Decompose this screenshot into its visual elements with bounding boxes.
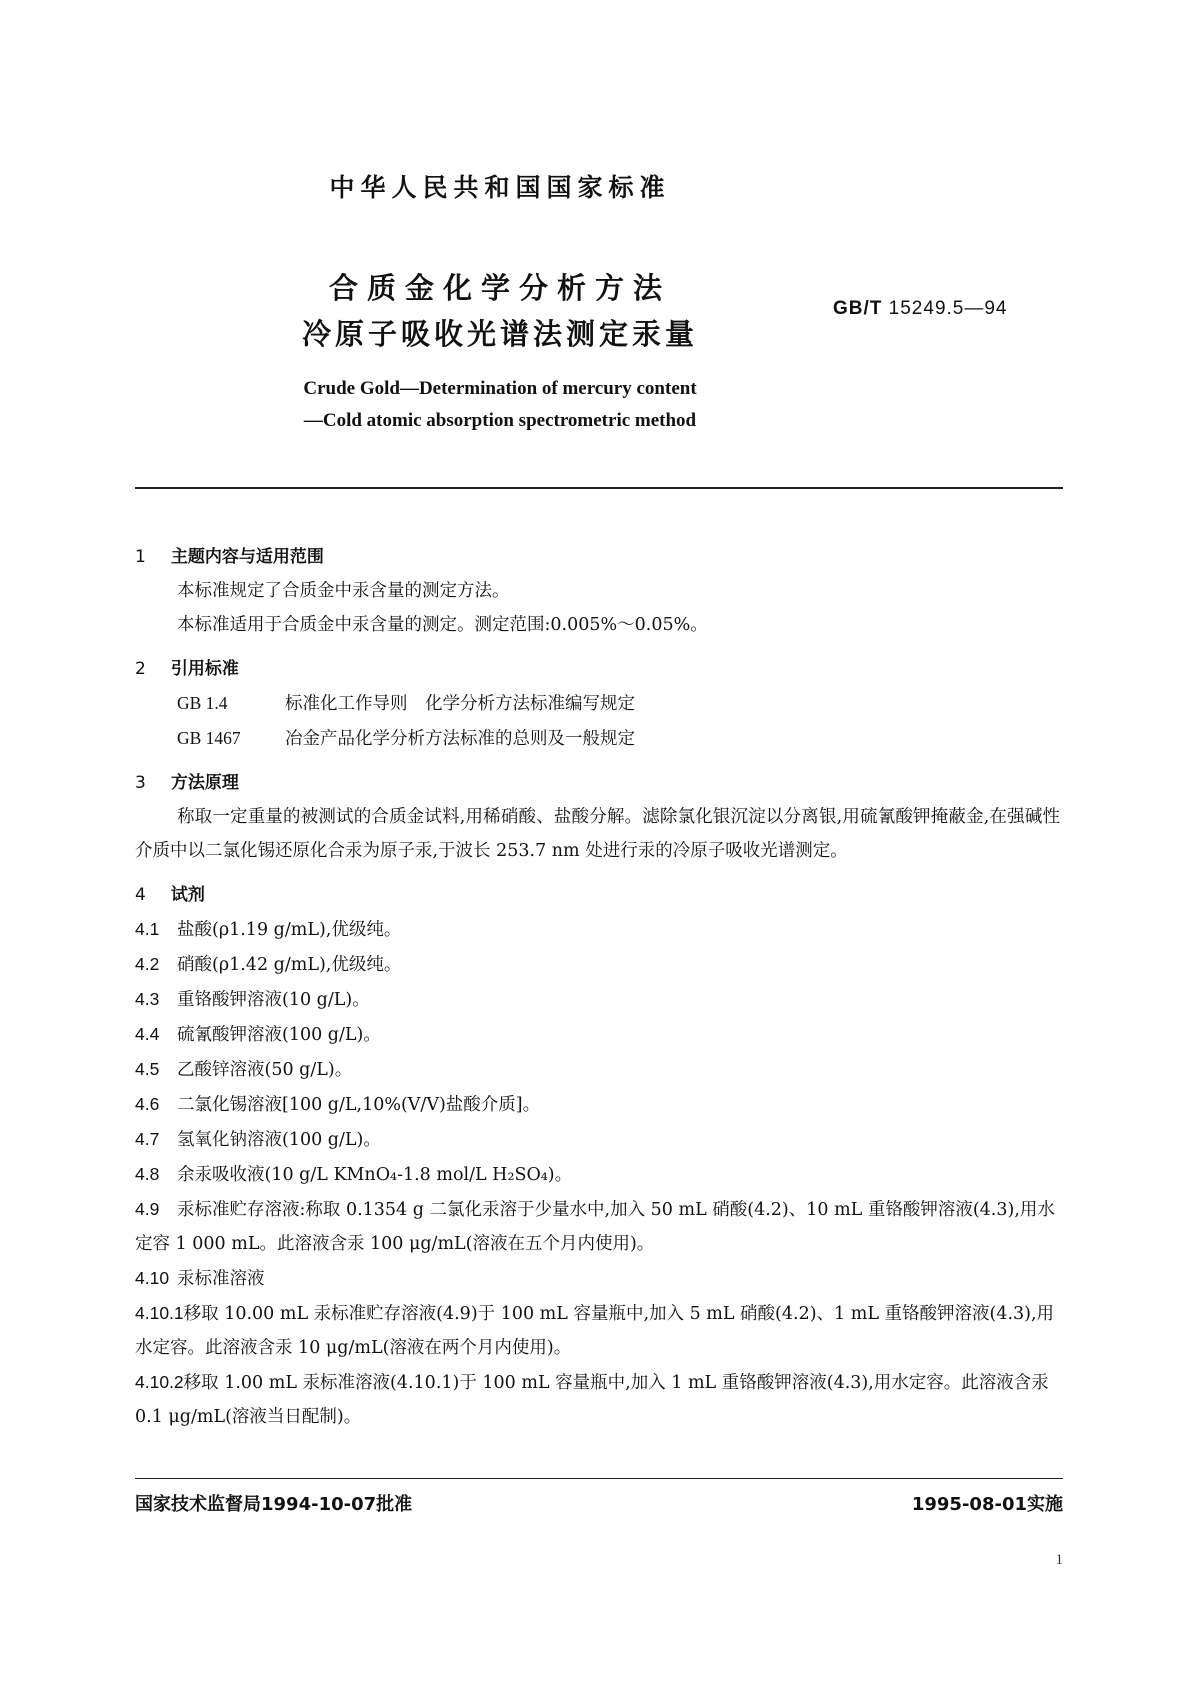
section-title: 主题内容与适用范围 [170, 547, 324, 567]
item-text: 二氯化锡溶液[100 g/L,10%(V/V)盐酸介质]。 [177, 1095, 541, 1115]
reagent-item [135, 1192, 1060, 1261]
item-number: 4.1 [135, 919, 160, 939]
item-number: 4.5 [135, 1059, 160, 1079]
section-title: 引用标准 [170, 659, 239, 679]
section-number: 1 [135, 547, 146, 567]
item-text: 硫氰酸钾溶液(100 g/L)。 [177, 1025, 381, 1045]
standard-code [833, 298, 1008, 320]
reference-item [135, 721, 1060, 756]
reference-title: 冶金产品化学分析方法标准的总则及一般规定 [285, 729, 635, 749]
page-number: 1 [1055, 1552, 1063, 1568]
section-number: 2 [135, 659, 146, 679]
title-cn-line1: 合质金化学分析方法 [328, 271, 671, 305]
title-cn-line2: 冷原子吸收光谱法测定汞量 [301, 317, 698, 351]
reagent-item [135, 1261, 1060, 1296]
standard-prefix: GB/T [833, 298, 883, 319]
item-number: 4.7 [135, 1129, 160, 1149]
reference-code: GB 1467 [177, 728, 241, 748]
item-text: 氢氧化钠溶液(100 g/L)。 [177, 1130, 381, 1150]
method-principle-paragraph: 称取一定重量的被测试的合质金试料,用稀硝酸、盐酸分解。滤除氯化银沉淀以分离银,用硫氰酸钾掩蔽金,在强碱性介质中以二氯化锡还原化合汞为原子汞,于波长 253.7 nm 处进行汞的冷原子吸收光谱测定。 [135, 807, 1060, 861]
section-number: 4 [135, 885, 146, 905]
document-body [135, 540, 1060, 1434]
section-title: 试剂 [170, 885, 205, 905]
title-en-line1: Crude Gold—Determination of mercury content [303, 378, 697, 399]
section-4-heading [135, 878, 1060, 912]
paragraph: 本标准规定了合质金中汞含量的测定方法。 [177, 581, 510, 601]
reference-code: GB 1.4 [177, 693, 228, 713]
item-text: 盐酸(ρ1.19 g/mL),优级纯。 [177, 920, 402, 940]
item-text: 硝酸(ρ1.42 g/mL),优级纯。 [177, 955, 402, 975]
item-number: 4.3 [135, 989, 160, 1009]
title-en-line2: —Cold atomic absorption spectrometric method [303, 410, 697, 431]
reagent-item [135, 1122, 1060, 1157]
item-text: 移取 10.00 mL 汞标准贮存溶液(4.9)于 100 mL 容量瓶中,加入 5 mL 硝酸(4.2)、1 mL 重铬酸钾溶液(4.3),用水定容。此溶液含汞 10 μg/mL(溶液在两个月内使用)。 [135, 1304, 1055, 1358]
footer-divider [135, 1478, 1063, 1479]
item-number: 4.10 [135, 1268, 170, 1288]
item-number: 4.6 [135, 1094, 160, 1114]
reference-item [135, 686, 1060, 721]
section-3-heading [135, 766, 1060, 800]
reagent-item [135, 912, 1060, 947]
item-text: 余汞吸收液(10 g/L KMnO₄-1.8 mol/L H₂SO₄)。 [177, 1165, 573, 1185]
implementation-line: 1995-08-01实施 [911, 1494, 1063, 1515]
paragraph: 本标准适用于合质金中汞含量的测定。测定范围:0.005%～0.05%。 [177, 615, 708, 635]
item-text: 移取 1.00 mL 汞标准溶液(4.10.1)于 100 mL 容量瓶中,加入 1 mL 重铬酸钾溶液(4.3),用水定容。此溶液含汞 0.1 μg/mL(溶液当日配制)。 [135, 1373, 1049, 1427]
standard-number: 15249.5—94 [888, 298, 1008, 319]
reagent-item [135, 1157, 1060, 1192]
item-number: 4.8 [135, 1164, 160, 1184]
item-text: 重铬酸钾溶液(10 g/L)。 [177, 990, 370, 1010]
reagent-item [135, 1365, 1060, 1434]
section-title: 方法原理 [170, 773, 239, 793]
reference-title: 标准化工作导则 化学分析方法标准编写规定 [285, 694, 635, 714]
section-1-heading [135, 540, 1060, 574]
reagent-item [135, 982, 1060, 1017]
national-standard-heading: 中华人民共和国国家标准 [329, 173, 671, 202]
item-number: 4.9 [135, 1199, 160, 1219]
section-number: 3 [135, 773, 146, 793]
item-number: 4.2 [135, 954, 160, 974]
reagent-item [135, 1087, 1060, 1122]
item-text: 汞标准溶液 [177, 1269, 265, 1289]
item-text: 汞标准贮存溶液:称取 0.1354 g 二氯化汞溶于少量水中,加入 50 mL 硝酸(4.2)、10 mL 重铬酸钾溶液(4.3),用水定容 1 000 mL。此溶液含汞 100 μg/mL(溶液在五个月内使用)。 [135, 1200, 1055, 1254]
item-number: 4.10.1 [135, 1303, 184, 1323]
header-divider [135, 487, 1063, 489]
item-number: 4.10.2 [135, 1372, 184, 1392]
reagent-item [135, 1017, 1060, 1052]
item-text: 乙酸锌溶液(50 g/L)。 [177, 1060, 353, 1080]
reagent-item [135, 947, 1060, 982]
section-2-heading [135, 652, 1060, 686]
reagent-item [135, 1296, 1060, 1365]
reagent-item [135, 1052, 1060, 1087]
item-number: 4.4 [135, 1024, 160, 1044]
approval-line: 国家技术监督局1994-10-07批准 [135, 1494, 413, 1515]
